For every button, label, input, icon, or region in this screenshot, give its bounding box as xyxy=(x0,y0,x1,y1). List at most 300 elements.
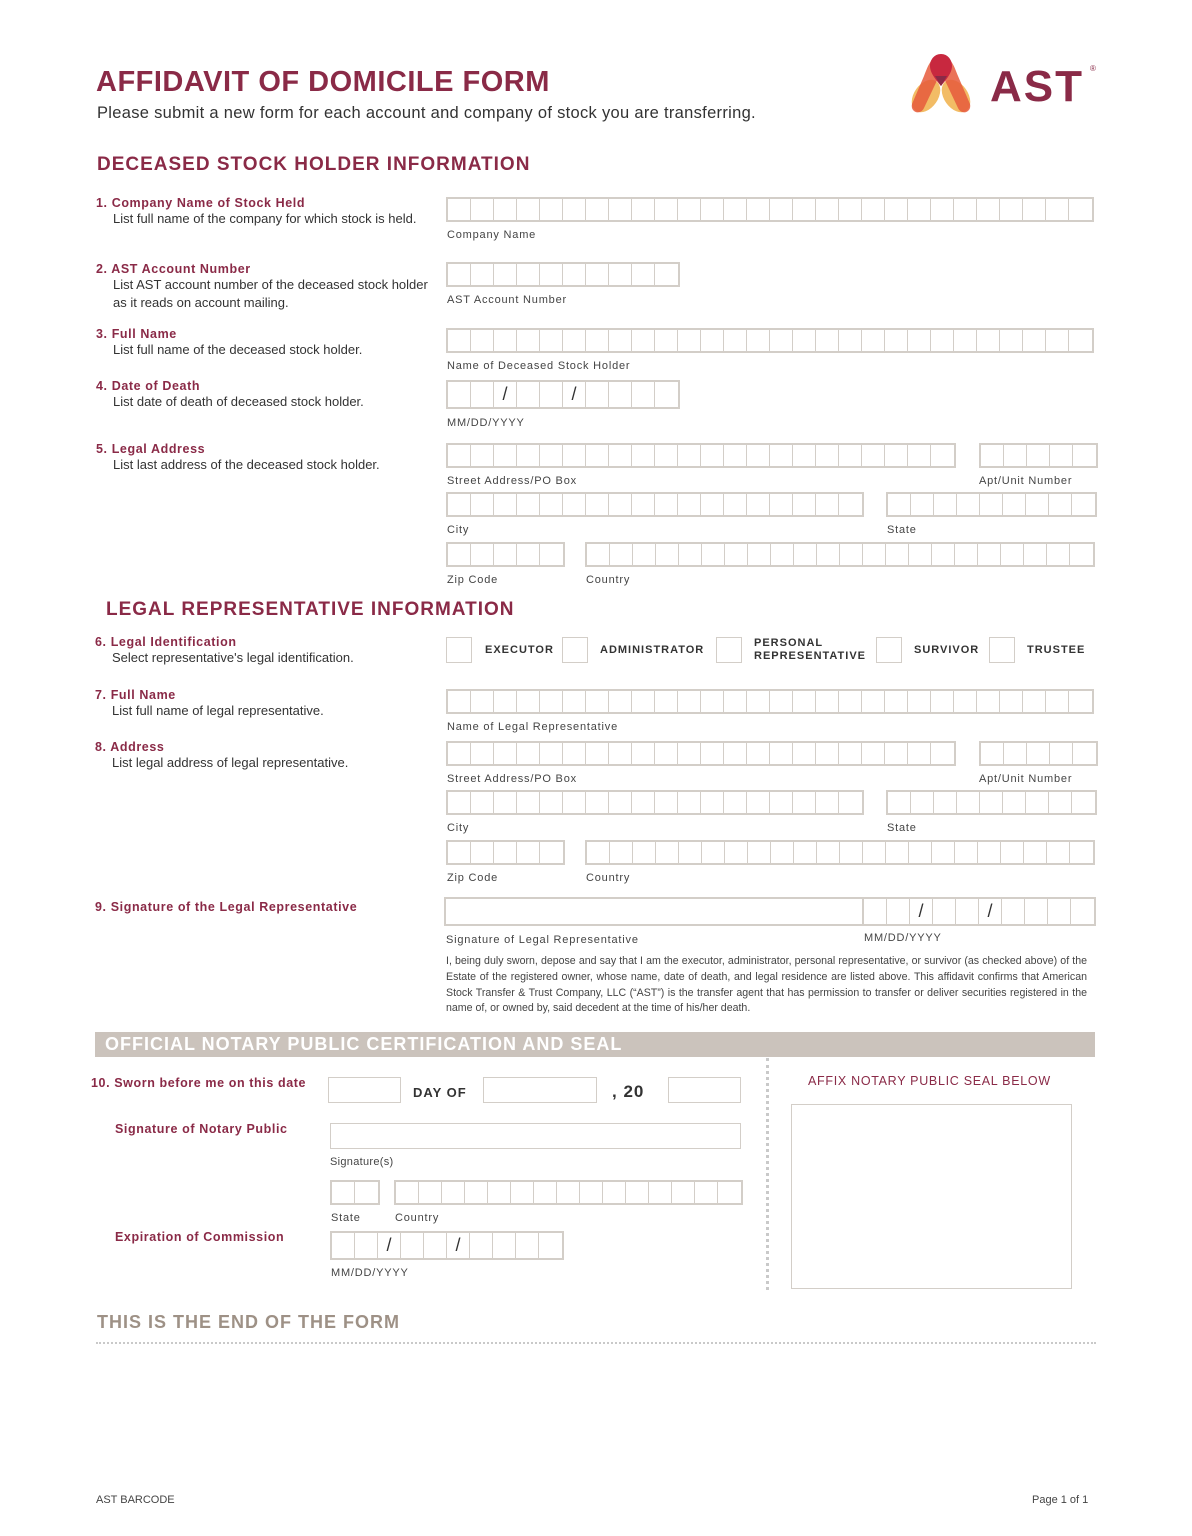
char-box[interactable] xyxy=(609,494,632,515)
char-box[interactable] xyxy=(493,1233,516,1258)
char-box[interactable] xyxy=(1001,842,1024,863)
char-box[interactable] xyxy=(540,743,563,764)
char-box[interactable] xyxy=(747,743,770,764)
char-box[interactable]: / xyxy=(910,899,933,924)
char-box[interactable] xyxy=(494,792,517,813)
legal-rep-signature-date-input[interactable] xyxy=(862,897,1096,926)
char-box[interactable] xyxy=(655,264,678,285)
char-box[interactable] xyxy=(1002,899,1025,924)
char-box[interactable] xyxy=(448,691,471,712)
char-box[interactable] xyxy=(794,544,817,565)
deceased-street-input[interactable] xyxy=(446,443,956,468)
char-box[interactable] xyxy=(718,1182,741,1203)
sworn-month-input[interactable] xyxy=(483,1077,597,1103)
sworn-day-input[interactable] xyxy=(328,1077,401,1103)
char-box[interactable] xyxy=(932,544,955,565)
char-box[interactable] xyxy=(909,842,932,863)
char-box[interactable] xyxy=(656,544,679,565)
char-box[interactable] xyxy=(885,199,908,220)
char-box[interactable] xyxy=(655,330,678,351)
date-of-death-input[interactable] xyxy=(446,380,680,409)
char-box[interactable] xyxy=(817,842,840,863)
char-box[interactable] xyxy=(471,544,494,565)
char-box[interactable] xyxy=(626,1182,649,1203)
char-box[interactable] xyxy=(977,330,1000,351)
administrator-checkbox[interactable] xyxy=(562,637,588,663)
char-box[interactable] xyxy=(401,1233,424,1258)
char-box[interactable] xyxy=(1046,199,1069,220)
char-box[interactable] xyxy=(839,691,862,712)
char-box[interactable] xyxy=(954,330,977,351)
char-box[interactable] xyxy=(747,792,770,813)
char-box[interactable] xyxy=(793,199,816,220)
char-box[interactable] xyxy=(655,382,678,407)
char-box[interactable] xyxy=(934,792,957,813)
char-box[interactable] xyxy=(862,743,885,764)
char-box[interactable] xyxy=(701,743,724,764)
char-box[interactable] xyxy=(770,199,793,220)
deceased-country-input[interactable] xyxy=(585,542,1095,567)
char-box[interactable] xyxy=(557,1182,580,1203)
char-box[interactable] xyxy=(1023,691,1046,712)
char-box[interactable] xyxy=(471,743,494,764)
char-box[interactable] xyxy=(632,691,655,712)
char-box[interactable] xyxy=(1050,743,1073,764)
char-box[interactable] xyxy=(517,792,540,813)
char-box[interactable] xyxy=(632,199,655,220)
char-box[interactable] xyxy=(839,199,862,220)
char-box[interactable] xyxy=(534,1182,557,1203)
notary-signature-input[interactable] xyxy=(330,1123,741,1149)
char-box[interactable] xyxy=(609,691,632,712)
char-box[interactable] xyxy=(747,691,770,712)
char-box[interactable] xyxy=(978,544,1001,565)
char-box[interactable] xyxy=(587,544,610,565)
char-box[interactable] xyxy=(655,691,678,712)
char-box[interactable] xyxy=(1046,691,1069,712)
char-box[interactable] xyxy=(563,264,586,285)
char-box[interactable] xyxy=(932,842,955,863)
char-box[interactable] xyxy=(770,330,793,351)
notary-country-input[interactable] xyxy=(394,1180,743,1205)
char-box[interactable] xyxy=(517,330,540,351)
char-box[interactable] xyxy=(909,544,932,565)
char-box[interactable] xyxy=(724,691,747,712)
char-box[interactable] xyxy=(724,743,747,764)
char-box[interactable] xyxy=(1003,792,1026,813)
char-box[interactable] xyxy=(908,445,931,466)
char-box[interactable] xyxy=(701,199,724,220)
char-box[interactable] xyxy=(448,792,471,813)
char-box[interactable] xyxy=(908,743,931,764)
char-box[interactable] xyxy=(885,445,908,466)
char-box[interactable] xyxy=(494,264,517,285)
char-box[interactable] xyxy=(981,743,1004,764)
char-box[interactable] xyxy=(517,544,540,565)
char-box[interactable] xyxy=(816,792,839,813)
char-box[interactable] xyxy=(540,691,563,712)
char-box[interactable] xyxy=(978,842,1001,863)
char-box[interactable] xyxy=(886,544,909,565)
char-box[interactable] xyxy=(908,691,931,712)
char-box[interactable] xyxy=(471,199,494,220)
char-box[interactable] xyxy=(888,494,911,515)
char-box[interactable] xyxy=(816,199,839,220)
char-box[interactable] xyxy=(586,743,609,764)
char-box[interactable] xyxy=(678,199,701,220)
char-box[interactable] xyxy=(747,445,770,466)
char-box[interactable] xyxy=(701,792,724,813)
char-box[interactable] xyxy=(419,1182,442,1203)
char-box[interactable] xyxy=(793,494,816,515)
char-box[interactable] xyxy=(981,445,1004,466)
char-box[interactable] xyxy=(793,445,816,466)
char-box[interactable] xyxy=(1004,743,1027,764)
char-box[interactable] xyxy=(1027,743,1050,764)
char-box[interactable] xyxy=(840,842,863,863)
char-box[interactable] xyxy=(770,691,793,712)
char-box[interactable] xyxy=(563,330,586,351)
char-box[interactable] xyxy=(1047,544,1070,565)
char-box[interactable] xyxy=(563,494,586,515)
char-box[interactable] xyxy=(540,792,563,813)
char-box[interactable] xyxy=(954,199,977,220)
char-box[interactable] xyxy=(702,842,725,863)
char-box[interactable] xyxy=(610,544,633,565)
char-box[interactable] xyxy=(1023,199,1046,220)
char-box[interactable] xyxy=(931,691,954,712)
char-box[interactable] xyxy=(580,1182,603,1203)
char-box[interactable] xyxy=(793,743,816,764)
char-box[interactable] xyxy=(839,330,862,351)
char-box[interactable] xyxy=(465,1182,488,1203)
char-box[interactable] xyxy=(695,1182,718,1203)
char-box[interactable] xyxy=(448,199,471,220)
char-box[interactable] xyxy=(1073,743,1096,764)
char-box[interactable] xyxy=(649,1182,672,1203)
char-box[interactable] xyxy=(725,544,748,565)
char-box[interactable] xyxy=(517,743,540,764)
char-box[interactable] xyxy=(816,445,839,466)
char-box[interactable] xyxy=(540,544,563,565)
char-box[interactable] xyxy=(586,264,609,285)
char-box[interactable] xyxy=(540,494,563,515)
char-box[interactable] xyxy=(517,445,540,466)
char-box[interactable] xyxy=(701,330,724,351)
deceased-name-input[interactable] xyxy=(446,328,1094,353)
char-box[interactable] xyxy=(471,494,494,515)
char-box[interactable] xyxy=(517,264,540,285)
char-box[interactable] xyxy=(609,445,632,466)
char-box[interactable] xyxy=(396,1182,419,1203)
char-box[interactable] xyxy=(488,1182,511,1203)
char-box[interactable] xyxy=(816,691,839,712)
char-box[interactable] xyxy=(885,330,908,351)
char-box[interactable] xyxy=(355,1233,378,1258)
char-box[interactable] xyxy=(885,743,908,764)
char-box[interactable] xyxy=(701,691,724,712)
char-box[interactable] xyxy=(770,792,793,813)
char-box[interactable] xyxy=(540,330,563,351)
char-box[interactable] xyxy=(1069,330,1092,351)
char-box[interactable] xyxy=(888,792,911,813)
char-box[interactable] xyxy=(1004,445,1027,466)
char-box[interactable] xyxy=(1070,544,1093,565)
char-box[interactable] xyxy=(862,199,885,220)
char-box[interactable] xyxy=(656,842,679,863)
char-box[interactable] xyxy=(563,792,586,813)
char-box[interactable] xyxy=(702,544,725,565)
char-box[interactable] xyxy=(1069,199,1092,220)
char-box[interactable] xyxy=(887,899,910,924)
char-box[interactable] xyxy=(655,445,678,466)
char-box[interactable] xyxy=(609,264,632,285)
char-box[interactable] xyxy=(517,691,540,712)
char-box[interactable] xyxy=(517,842,540,863)
legal-rep-street-input[interactable] xyxy=(446,741,956,766)
char-box[interactable] xyxy=(448,743,471,764)
char-box[interactable] xyxy=(332,1182,355,1203)
char-box[interactable] xyxy=(911,494,934,515)
char-box[interactable] xyxy=(540,445,563,466)
char-box[interactable] xyxy=(770,743,793,764)
char-box[interactable] xyxy=(633,842,656,863)
char-box[interactable] xyxy=(471,691,494,712)
char-box[interactable] xyxy=(954,691,977,712)
char-box[interactable] xyxy=(931,199,954,220)
char-box[interactable] xyxy=(632,743,655,764)
char-box[interactable] xyxy=(1069,691,1092,712)
char-box[interactable] xyxy=(609,792,632,813)
char-box[interactable] xyxy=(448,382,471,407)
char-box[interactable] xyxy=(724,494,747,515)
char-box[interactable] xyxy=(609,743,632,764)
char-box[interactable] xyxy=(724,445,747,466)
executor-checkbox[interactable] xyxy=(446,637,472,663)
char-box[interactable] xyxy=(908,199,931,220)
char-box[interactable] xyxy=(609,330,632,351)
char-box[interactable] xyxy=(672,1182,695,1203)
sworn-year-input[interactable] xyxy=(668,1077,741,1103)
char-box[interactable] xyxy=(603,1182,626,1203)
char-box[interactable] xyxy=(1003,494,1026,515)
char-box[interactable] xyxy=(957,792,980,813)
char-box[interactable] xyxy=(933,899,956,924)
char-box[interactable] xyxy=(885,691,908,712)
char-box[interactable]: / xyxy=(563,382,586,407)
legal-rep-apt-input[interactable] xyxy=(979,741,1098,766)
char-box[interactable] xyxy=(678,494,701,515)
char-box[interactable] xyxy=(540,382,563,407)
char-box[interactable] xyxy=(1047,842,1070,863)
char-box[interactable] xyxy=(956,899,979,924)
char-box[interactable] xyxy=(977,199,1000,220)
char-box[interactable] xyxy=(448,330,471,351)
char-box[interactable] xyxy=(517,199,540,220)
char-box[interactable] xyxy=(563,691,586,712)
char-box[interactable] xyxy=(540,199,563,220)
char-box[interactable] xyxy=(839,494,862,515)
legal-rep-country-input[interactable] xyxy=(585,840,1095,865)
char-box[interactable] xyxy=(817,544,840,565)
char-box[interactable] xyxy=(747,494,770,515)
char-box[interactable] xyxy=(1049,494,1072,515)
char-box[interactable] xyxy=(586,494,609,515)
char-box[interactable] xyxy=(586,792,609,813)
char-box[interactable] xyxy=(632,792,655,813)
char-box[interactable] xyxy=(1027,445,1050,466)
notary-state-input[interactable] xyxy=(330,1180,380,1205)
char-box[interactable] xyxy=(471,330,494,351)
char-box[interactable] xyxy=(1026,494,1049,515)
char-box[interactable] xyxy=(448,544,471,565)
char-box[interactable] xyxy=(911,792,934,813)
char-box[interactable] xyxy=(586,382,609,407)
char-box[interactable] xyxy=(770,494,793,515)
char-box[interactable] xyxy=(816,330,839,351)
char-box[interactable] xyxy=(471,382,494,407)
char-box[interactable] xyxy=(771,842,794,863)
char-box[interactable] xyxy=(1024,842,1047,863)
char-box[interactable] xyxy=(701,494,724,515)
char-box[interactable] xyxy=(931,330,954,351)
char-box[interactable] xyxy=(655,494,678,515)
char-box[interactable] xyxy=(332,1233,355,1258)
char-box[interactable] xyxy=(494,743,517,764)
char-box[interactable] xyxy=(1072,494,1095,515)
char-box[interactable] xyxy=(724,330,747,351)
char-box[interactable] xyxy=(1000,691,1023,712)
char-box[interactable] xyxy=(1000,199,1023,220)
char-box[interactable] xyxy=(931,445,954,466)
char-box[interactable] xyxy=(840,544,863,565)
char-box[interactable] xyxy=(494,330,517,351)
char-box[interactable] xyxy=(655,199,678,220)
char-box[interactable] xyxy=(494,691,517,712)
char-box[interactable]: / xyxy=(378,1233,401,1258)
char-box[interactable] xyxy=(1072,792,1095,813)
deceased-zip-input[interactable] xyxy=(446,542,565,567)
char-box[interactable] xyxy=(563,445,586,466)
company-name-input[interactable] xyxy=(446,197,1094,222)
char-box[interactable] xyxy=(632,382,655,407)
char-box[interactable] xyxy=(908,330,931,351)
legal-rep-city-input[interactable] xyxy=(446,790,864,815)
char-box[interactable] xyxy=(793,792,816,813)
char-box[interactable] xyxy=(724,792,747,813)
trustee-checkbox[interactable] xyxy=(989,637,1015,663)
char-box[interactable] xyxy=(471,842,494,863)
char-box[interactable] xyxy=(1046,330,1069,351)
char-box[interactable] xyxy=(494,445,517,466)
char-box[interactable] xyxy=(678,792,701,813)
char-box[interactable] xyxy=(471,264,494,285)
char-box[interactable] xyxy=(448,842,471,863)
char-box[interactable] xyxy=(864,899,887,924)
deceased-city-input[interactable] xyxy=(446,492,864,517)
char-box[interactable] xyxy=(471,792,494,813)
char-box[interactable] xyxy=(748,842,771,863)
char-box[interactable] xyxy=(494,842,517,863)
char-box[interactable] xyxy=(724,199,747,220)
char-box[interactable] xyxy=(1024,544,1047,565)
char-box[interactable] xyxy=(955,544,978,565)
char-box[interactable] xyxy=(816,494,839,515)
char-box[interactable] xyxy=(725,842,748,863)
char-box[interactable] xyxy=(655,792,678,813)
char-box[interactable] xyxy=(679,544,702,565)
char-box[interactable] xyxy=(539,1233,562,1258)
char-box[interactable] xyxy=(632,445,655,466)
char-box[interactable] xyxy=(770,445,793,466)
char-box[interactable] xyxy=(748,544,771,565)
char-box[interactable] xyxy=(678,445,701,466)
char-box[interactable] xyxy=(633,544,656,565)
char-box[interactable] xyxy=(747,330,770,351)
char-box[interactable]: / xyxy=(447,1233,470,1258)
char-box[interactable] xyxy=(610,842,633,863)
char-box[interactable] xyxy=(839,792,862,813)
char-box[interactable] xyxy=(678,330,701,351)
char-box[interactable] xyxy=(586,691,609,712)
char-box[interactable] xyxy=(862,445,885,466)
char-box[interactable] xyxy=(1000,330,1023,351)
char-box[interactable] xyxy=(586,199,609,220)
char-box[interactable]: / xyxy=(979,899,1002,924)
char-box[interactable] xyxy=(701,445,724,466)
char-box[interactable] xyxy=(471,445,494,466)
char-box[interactable] xyxy=(678,743,701,764)
char-box[interactable] xyxy=(1048,899,1071,924)
char-box[interactable] xyxy=(586,445,609,466)
legal-rep-zip-input[interactable] xyxy=(446,840,565,865)
char-box[interactable] xyxy=(1025,899,1048,924)
char-box[interactable] xyxy=(442,1182,465,1203)
char-box[interactable] xyxy=(957,494,980,515)
char-box[interactable] xyxy=(448,445,471,466)
char-box[interactable] xyxy=(863,842,886,863)
char-box[interactable] xyxy=(511,1182,534,1203)
char-box[interactable] xyxy=(1026,792,1049,813)
char-box[interactable] xyxy=(587,842,610,863)
char-box[interactable] xyxy=(1070,842,1093,863)
char-box[interactable] xyxy=(747,199,770,220)
char-box[interactable] xyxy=(632,330,655,351)
legal-rep-signature-input[interactable] xyxy=(444,897,864,926)
char-box[interactable] xyxy=(793,691,816,712)
char-box[interactable] xyxy=(862,330,885,351)
char-box[interactable] xyxy=(1023,330,1046,351)
char-box[interactable] xyxy=(609,382,632,407)
personal-representative-checkbox[interactable] xyxy=(716,637,742,663)
expiration-date-input[interactable] xyxy=(330,1231,564,1260)
char-box[interactable]: / xyxy=(494,382,517,407)
char-box[interactable] xyxy=(980,792,1003,813)
char-box[interactable] xyxy=(517,382,540,407)
char-box[interactable] xyxy=(494,494,517,515)
char-box[interactable] xyxy=(516,1233,539,1258)
char-box[interactable] xyxy=(1049,792,1072,813)
char-box[interactable] xyxy=(563,199,586,220)
char-box[interactable] xyxy=(1071,899,1094,924)
char-box[interactable] xyxy=(794,842,817,863)
char-box[interactable] xyxy=(955,842,978,863)
char-box[interactable] xyxy=(586,330,609,351)
char-box[interactable] xyxy=(934,494,957,515)
legal-rep-name-input[interactable] xyxy=(446,689,1094,714)
char-box[interactable] xyxy=(563,743,586,764)
char-box[interactable] xyxy=(678,691,701,712)
